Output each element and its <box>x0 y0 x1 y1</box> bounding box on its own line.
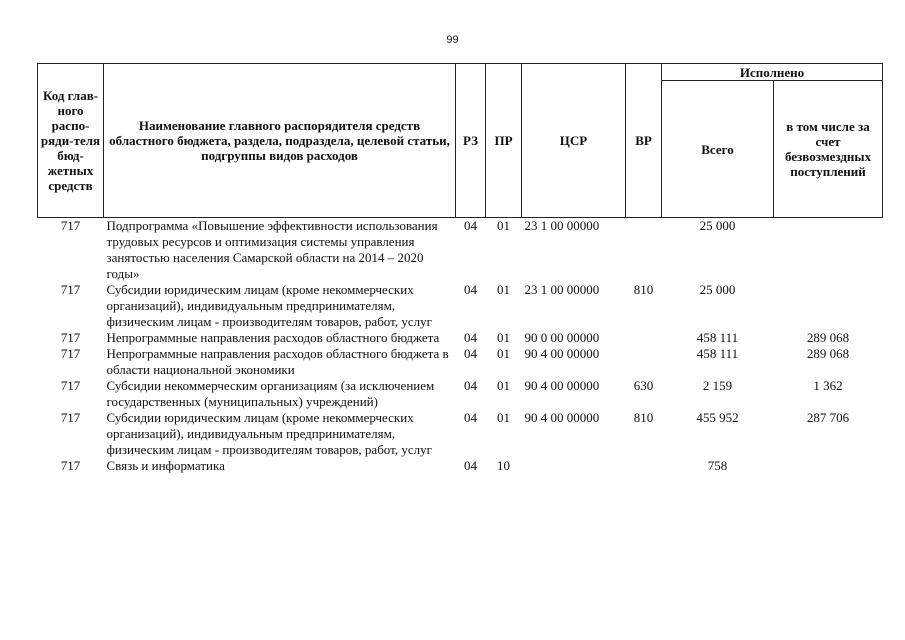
header-name: Наименование главного распорядителя средств областного бюджета, раздела, подраздела, целевой статьи, подгруппы видов расходов <box>104 64 456 218</box>
header-rz: РЗ <box>456 64 486 218</box>
cell-total: 458 111 <box>696 346 739 361</box>
cell-pr: 01 <box>497 218 510 233</box>
cell-vr: 630 <box>633 378 654 393</box>
cell-pr: 01 <box>497 410 510 425</box>
header-executed: Исполнено <box>662 64 883 81</box>
cell-csr <box>522 458 626 474</box>
cell-name: Связь и информатика <box>106 458 225 473</box>
cell-free: 287 706 <box>806 410 850 425</box>
cell-total: 25 000 <box>699 282 736 297</box>
table-row <box>38 330 883 346</box>
cell-csr: 90 0 00 00000 <box>524 330 600 345</box>
cell-free: 1 362 <box>813 378 843 393</box>
cell-csr: 23 1 00 00000 <box>524 282 600 297</box>
header-vr: ВР <box>626 64 662 218</box>
cell-name: Непрограммные направления расходов областного бюджета <box>106 330 440 345</box>
cell-code: 717 <box>60 330 81 345</box>
cell-rz: 04 <box>464 378 477 393</box>
cell-name: Субсидии некоммерческим организациям (за исключением государственных (муниципальных) учреждений) <box>106 378 435 409</box>
cell-name: Субсидии юридическим лицам (кроме некоммерческих организаций), индивидуальным предпринимателям, физическим лицам - производителям товаров, работ, услуг <box>106 410 432 457</box>
cell-total: 758 <box>707 458 728 473</box>
cell-code: 717 <box>60 378 81 393</box>
cell-total: 25 000 <box>699 218 736 233</box>
header-code: Код глав-ного распо-ряди-теля бюд-жетных средств <box>38 64 104 218</box>
table-header-row <box>38 64 883 81</box>
table-row <box>38 410 883 458</box>
cell-pr: 01 <box>497 378 510 393</box>
cell-vr: 810 <box>633 282 654 297</box>
header-pr: ПР <box>486 64 522 218</box>
cell-total: 2 159 <box>702 378 733 393</box>
cell-code: 717 <box>60 218 81 233</box>
cell-code: 717 <box>60 458 81 473</box>
cell-total: 455 952 <box>696 410 739 425</box>
cell-code: 717 <box>60 410 81 425</box>
cell-rz: 04 <box>464 282 477 297</box>
budget-table <box>37 63 883 474</box>
cell-pr: 10 <box>497 458 510 473</box>
cell-csr: 90 4 00 00000 <box>524 378 600 393</box>
cell-code: 717 <box>60 282 81 297</box>
cell-rz: 04 <box>464 346 477 361</box>
header-total: Всего <box>662 81 774 218</box>
cell-name: Субсидии юридическим лицам (кроме некоммерческих организаций), индивидуальным предпринимателям, физическим лицам - производителям товаров, работ, услуг <box>106 282 432 329</box>
cell-rz: 04 <box>464 330 477 345</box>
cell-free: 289 068 <box>806 346 850 361</box>
table-row <box>38 346 883 378</box>
cell-total: 458 111 <box>696 330 739 345</box>
page-number: 99 <box>446 34 459 46</box>
cell-csr: 90 4 00 00000 <box>524 410 600 425</box>
cell-vr <box>626 458 662 474</box>
cell-vr <box>626 330 662 346</box>
cell-name: Подпрограмма «Повышение эффективности использования трудовых ресурсов и оптимизация системы управления занятостью населения Самарской области на 2014 – 2020 годы» <box>106 218 438 281</box>
cell-rz: 04 <box>464 458 477 473</box>
cell-pr: 01 <box>497 346 510 361</box>
cell-vr <box>626 218 662 283</box>
cell-free <box>774 458 883 474</box>
cell-csr: 23 1 00 00000 <box>524 218 600 233</box>
cell-vr <box>626 346 662 378</box>
table-row <box>38 218 883 283</box>
table-row <box>38 378 883 410</box>
header-free: в том числе за счет безвозмездных поступлений <box>774 81 883 218</box>
cell-csr: 90 4 00 00000 <box>524 346 600 361</box>
cell-name: Непрограммные направления расходов областного бюджета в области национальной экономики <box>106 346 449 377</box>
cell-rz: 04 <box>464 410 477 425</box>
cell-vr: 810 <box>633 410 654 425</box>
cell-pr: 01 <box>497 330 510 345</box>
cell-free: 289 068 <box>806 330 850 345</box>
cell-pr: 01 <box>497 282 510 297</box>
table-row <box>38 282 883 330</box>
cell-rz: 04 <box>464 218 477 233</box>
table-row <box>38 458 883 474</box>
cell-free <box>774 282 883 330</box>
header-csr: ЦСР <box>522 64 626 218</box>
cell-free <box>774 218 883 283</box>
cell-code: 717 <box>60 346 81 361</box>
